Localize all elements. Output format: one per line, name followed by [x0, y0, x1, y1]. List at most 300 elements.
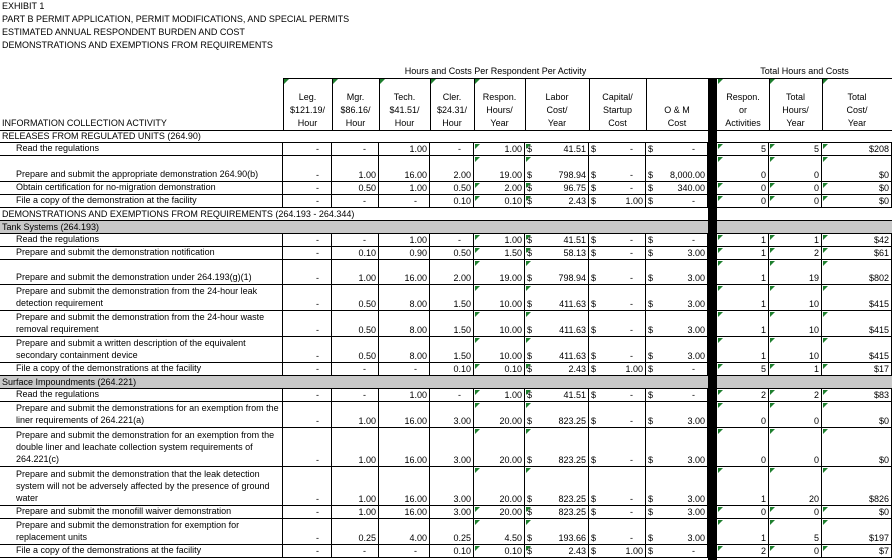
value-cell: [769, 143, 822, 155]
cell-value: 823.25: [558, 455, 586, 465]
value-cell: [430, 247, 474, 259]
cell-value: 1.00: [358, 170, 376, 180]
cell-value: 0.50: [453, 183, 471, 193]
value-cell: [430, 519, 474, 544]
cell-value: 0: [760, 170, 766, 180]
column-header: [474, 91, 525, 130]
value-cell: [474, 337, 525, 362]
value-cell: [822, 195, 892, 207]
column-header-line: $121.19/: [289, 105, 326, 115]
cell-value: -: [363, 546, 366, 556]
value-cell: [717, 545, 769, 557]
currency-sign: $: [591, 416, 597, 426]
value-cell: [717, 143, 769, 155]
cell-value: $0: [878, 196, 889, 206]
comment-marker: [718, 312, 723, 317]
currency-sign: $: [527, 533, 533, 543]
cell-value: $0: [878, 416, 889, 426]
comment-marker: [718, 390, 723, 395]
comment-marker: [475, 235, 480, 240]
value-cell: [717, 467, 769, 505]
cell-value: 2.00: [453, 273, 471, 283]
comment-marker: [718, 468, 723, 473]
cell-value: 16.00: [404, 455, 427, 465]
comment-marker: [770, 196, 775, 201]
cell-value: 58.13: [563, 248, 586, 258]
currency-sign: $: [591, 248, 597, 258]
cell-value: -: [630, 273, 633, 283]
value-cell: [332, 337, 379, 362]
comment-marker: [770, 403, 775, 408]
value-cell: [646, 467, 708, 505]
currency-sign: $: [591, 494, 597, 504]
cell-value: 0.10: [504, 196, 522, 206]
column-header-line: Cost/: [546, 105, 568, 115]
table-row: [0, 545, 892, 558]
cell-value: 3.00: [687, 416, 705, 426]
value-cell: [283, 247, 332, 259]
comment-marker: [770, 312, 775, 317]
comment-marker: [770, 429, 775, 434]
cell-value: -: [630, 299, 633, 309]
cell-value: -: [363, 196, 366, 206]
activity-label: Prepare and submit the appropriate demonstration 264.90(b): [0, 156, 283, 181]
currency-sign: $: [527, 299, 533, 309]
comment-marker: [526, 286, 531, 291]
value-cell: [525, 337, 589, 362]
column-header-line: Startup: [602, 105, 633, 115]
value-cell: [822, 337, 892, 362]
activity-label: Prepare and submit the demonstration from the 24-hour waste removal requirement: [0, 311, 283, 336]
value-cell: [474, 519, 525, 544]
cell-value: -: [630, 235, 633, 245]
comment-marker: [823, 338, 828, 343]
value-cell: [646, 285, 708, 310]
cell-value: 193.66: [558, 533, 586, 543]
cell-value: 2: [813, 390, 819, 400]
value-cell: [474, 234, 525, 246]
cell-value: 4.00: [409, 533, 427, 543]
comment-marker: [526, 338, 531, 343]
comment-marker: [823, 546, 828, 551]
value-cell: [717, 519, 769, 544]
comment-marker: [823, 507, 828, 512]
comment-marker: [475, 196, 480, 201]
cell-value: 16.00: [404, 416, 427, 426]
cell-value: 0.50: [358, 325, 376, 335]
value-cell: [283, 285, 332, 310]
value-cell: [379, 156, 430, 181]
value-cell: [474, 260, 525, 284]
cell-value: 2.43: [568, 196, 586, 206]
value-cell: [822, 182, 892, 194]
cell-value: 19: [808, 273, 819, 283]
cell-value: -: [316, 170, 319, 180]
currency-sign: $: [591, 196, 597, 206]
table-row: [0, 311, 892, 337]
cell-value: 41.51: [563, 144, 586, 154]
cell-value: 0.10: [453, 546, 471, 556]
cell-value: 8.00: [409, 325, 427, 335]
value-cell: [430, 467, 474, 505]
cell-value: 8.00: [409, 351, 427, 361]
cell-value: -: [316, 507, 319, 517]
comment-marker: [475, 79, 480, 84]
cell-value: $208: [868, 144, 889, 154]
cell-value: $83: [873, 390, 889, 400]
column-header-line: Mgr.: [346, 92, 365, 102]
value-cell: [332, 156, 379, 181]
value-cell: [589, 260, 646, 284]
comment-marker: [475, 390, 480, 395]
currency-sign: $: [591, 507, 597, 517]
table-row: [0, 143, 892, 156]
column-header-line: Tech.: [393, 92, 416, 102]
currency-sign: $: [591, 144, 597, 154]
value-cell: [474, 467, 525, 505]
cell-value: 1.00: [358, 507, 376, 517]
value-cell: [589, 143, 646, 155]
comment-marker: [823, 157, 828, 162]
value-cell: [717, 234, 769, 246]
cell-value: 0: [813, 183, 819, 193]
comment-marker: [718, 196, 723, 201]
activity-label: Read the regulations: [0, 389, 283, 401]
currency-sign: $: [527, 416, 533, 426]
column-header-line: Cost/: [846, 105, 868, 115]
cell-value: -: [316, 273, 319, 283]
activity-label: Prepare and submit the demonstrations for an exemption from the liner requirements of 264.221(a): [0, 402, 283, 427]
comment-marker: [770, 79, 775, 84]
table-row: [0, 467, 892, 506]
value-cell: [589, 285, 646, 310]
column-header-line: [646, 91, 708, 104]
cell-value: 5: [760, 364, 766, 374]
value-cell: [525, 402, 589, 427]
currency-sign: $: [527, 235, 533, 245]
value-cell: [283, 182, 332, 194]
cell-value: -: [692, 235, 695, 245]
column-header-line: Cost: [667, 118, 687, 128]
activity-label: File a copy of the demonstrations at the facility: [0, 545, 283, 557]
cell-value: 3.00: [687, 325, 705, 335]
activity-label: Prepare and submit the demonstration from the 24-hour leak detection requirement: [0, 285, 283, 310]
value-cell: [332, 285, 379, 310]
cell-value: 0: [760, 455, 766, 465]
value-cell: [430, 260, 474, 284]
value-cell: [525, 234, 589, 246]
value-cell: [822, 156, 892, 181]
value-cell: [822, 143, 892, 155]
currency-sign: $: [527, 546, 533, 556]
value-cell: [332, 247, 379, 259]
cell-value: 10.00: [499, 325, 522, 335]
section-title: DEMONSTRATIONS AND EXEMPTIONS FROM REQUIREMENTS: [2, 40, 273, 50]
comment-marker: [526, 312, 531, 317]
comment-marker: [718, 286, 723, 291]
value-cell: [769, 260, 822, 284]
cell-value: 0.10: [453, 364, 471, 374]
value-cell: [430, 337, 474, 362]
comment-marker: [475, 144, 480, 149]
value-cell: [283, 156, 332, 181]
comment-marker: [718, 364, 723, 369]
cell-value: 1: [760, 248, 766, 258]
value-cell: [646, 389, 708, 401]
cell-value: -: [692, 390, 695, 400]
currency-sign: $: [648, 144, 654, 154]
value-cell: [589, 363, 646, 375]
value-cell: [646, 428, 708, 466]
value-cell: [822, 467, 892, 505]
value-cell: [525, 143, 589, 155]
comment-marker: [770, 183, 775, 188]
table-row: [0, 402, 892, 428]
cell-value: -: [458, 390, 461, 400]
cell-value: -: [316, 533, 319, 543]
cell-value: -: [316, 144, 319, 154]
comment-marker: [823, 235, 828, 240]
value-cell: [822, 311, 892, 336]
comment-marker: [718, 403, 723, 408]
value-cell: [525, 506, 589, 518]
value-cell: [379, 195, 430, 207]
cell-value: $415: [868, 299, 889, 309]
cell-value: 10: [808, 325, 819, 335]
value-cell: [822, 519, 892, 544]
comment-marker: [526, 235, 531, 240]
cell-value: 16.00: [404, 273, 427, 283]
header-divider: [589, 79, 590, 130]
currency-sign: $: [591, 183, 597, 193]
value-cell: [769, 519, 822, 544]
column-header-line: Year: [847, 118, 867, 128]
cell-value: -: [692, 364, 695, 374]
value-cell: [379, 363, 430, 375]
value-cell: [332, 363, 379, 375]
cell-value: 96.75: [563, 183, 586, 193]
value-cell: [525, 182, 589, 194]
currency-sign: $: [648, 390, 654, 400]
cell-value: -: [630, 144, 633, 154]
value-cell: [589, 234, 646, 246]
value-cell: [646, 506, 708, 518]
part-title: PART B PERMIT APPLICATION, PERMIT MODIFICATIONS, AND SPECIAL PERMITS: [2, 14, 350, 24]
comment-marker: [823, 312, 828, 317]
table-row: [0, 247, 892, 260]
cell-value: 3.00: [687, 533, 705, 543]
currency-sign: $: [648, 170, 654, 180]
value-cell: [332, 234, 379, 246]
value-cell: [283, 143, 332, 155]
value-cell: [332, 260, 379, 284]
activity-label: Prepare and submit the demonstration notification: [0, 247, 283, 259]
table-row: [0, 428, 892, 467]
comment-marker: [475, 183, 480, 188]
value-cell: [646, 234, 708, 246]
value-cell: [283, 506, 332, 518]
cell-value: 1.00: [409, 390, 427, 400]
cell-value: 2.43: [568, 546, 586, 556]
value-cell: [430, 402, 474, 427]
value-cell: [646, 363, 708, 375]
currency-sign: $: [648, 196, 654, 206]
comment-marker: [475, 364, 480, 369]
cell-value: 0.50: [453, 248, 471, 258]
value-cell: [379, 428, 430, 466]
column-header-line: $41.51/: [389, 105, 420, 115]
value-cell: [430, 389, 474, 401]
activity-label: Prepare and submit the demonstration for an exemption from the double liner and leachate collection system requirements of 264.221(c): [0, 428, 283, 466]
comment-marker: [770, 390, 775, 395]
cell-value: -: [692, 144, 695, 154]
activity-column-header: INFORMATION COLLECTION ACTIVITY: [2, 118, 167, 128]
cell-value: 0: [760, 196, 766, 206]
value-cell: [646, 182, 708, 194]
value-cell: [769, 467, 822, 505]
cell-value: -: [630, 455, 633, 465]
value-cell: [474, 156, 525, 181]
value-cell: [769, 506, 822, 518]
comment-marker: [718, 79, 723, 84]
value-cell: [525, 311, 589, 336]
cell-value: 5: [813, 533, 819, 543]
activity-label: Prepare and submit the demonstration that the leak detection system will not be adversely affected by the presence of ground water: [0, 467, 283, 505]
cell-value: 19.00: [499, 273, 522, 283]
cell-value: -: [414, 364, 417, 374]
cell-value: $415: [868, 325, 889, 335]
cell-value: -: [316, 455, 319, 465]
value-cell: [283, 402, 332, 427]
comment-marker: [718, 429, 723, 434]
comment-marker: [718, 157, 723, 162]
comment-marker: [526, 144, 531, 149]
cell-value: 1: [760, 235, 766, 245]
subsection-row: [0, 221, 892, 234]
value-cell: [283, 311, 332, 336]
currency-sign: $: [527, 351, 533, 361]
cell-value: 5: [813, 144, 819, 154]
cell-value: 8.00: [409, 299, 427, 309]
value-cell: [379, 389, 430, 401]
value-cell: [474, 389, 525, 401]
currency-sign: $: [591, 235, 597, 245]
activity-label: Prepare and submit the demonstration for exemption for replacement units: [0, 519, 283, 544]
cell-value: 1: [760, 325, 766, 335]
comment-marker: [475, 429, 480, 434]
value-cell: [332, 545, 379, 557]
cell-value: -: [630, 416, 633, 426]
value-cell: [430, 285, 474, 310]
activity-label: File a copy of the demonstration at the facility: [0, 195, 283, 207]
comment-marker: [823, 248, 828, 253]
comment-marker: [823, 520, 828, 525]
value-cell: [822, 234, 892, 246]
currency-sign: $: [648, 325, 654, 335]
cell-value: $415: [868, 351, 889, 361]
currency-sign: $: [527, 248, 533, 258]
column-header-line: Hour: [345, 118, 366, 128]
cell-value: 2: [813, 248, 819, 258]
header-divider: [646, 79, 647, 130]
column-header-line: $24.31/: [436, 105, 468, 115]
cell-value: $7: [878, 546, 889, 556]
value-cell: [332, 467, 379, 505]
cell-value: 823.25: [558, 507, 586, 517]
value-cell: [379, 402, 430, 427]
currency-sign: $: [527, 494, 533, 504]
header-divider: [474, 79, 475, 130]
cell-value: 2.00: [453, 170, 471, 180]
cell-value: 0: [760, 416, 766, 426]
comment-marker: [475, 157, 480, 162]
comment-marker: [526, 468, 531, 473]
value-cell: [646, 311, 708, 336]
value-cell: [283, 519, 332, 544]
comment-marker: [526, 507, 531, 512]
table-row: [0, 285, 892, 311]
column-header-line: Labor: [545, 92, 569, 102]
currency-sign: $: [527, 364, 533, 374]
cell-value: -: [363, 364, 366, 374]
value-cell: [332, 311, 379, 336]
cell-value: 41.51: [563, 235, 586, 245]
cell-value: -: [316, 351, 319, 361]
comment-marker: [526, 546, 531, 551]
value-cell: [283, 467, 332, 505]
cell-value: 8,000.00: [669, 170, 705, 180]
table-row: [0, 363, 892, 376]
value-cell: [769, 363, 822, 375]
column-header-line: Leg.: [298, 92, 317, 102]
comment-marker: [284, 79, 289, 84]
comment-marker: [526, 520, 531, 525]
cell-value: 2: [760, 546, 766, 556]
cell-value: 1.00: [358, 455, 376, 465]
comment-marker: [475, 312, 480, 317]
cell-value: 1.50: [453, 351, 471, 361]
value-cell: [430, 234, 474, 246]
comment-marker: [475, 468, 480, 473]
cell-value: -: [692, 196, 695, 206]
value-cell: [822, 506, 892, 518]
value-cell: [474, 311, 525, 336]
value-cell: [332, 519, 379, 544]
comment-marker: [770, 364, 775, 369]
cell-value: 41.51: [563, 390, 586, 400]
value-cell: [769, 195, 822, 207]
per-respondent-header: Hours and Costs Per Respondent Per Activity: [404, 66, 587, 76]
cell-value: -: [316, 248, 319, 258]
cell-value: 798.94: [558, 170, 586, 180]
value-cell: [525, 260, 589, 284]
value-cell: [646, 519, 708, 544]
cell-value: 1.50: [504, 248, 522, 258]
cell-value: -: [630, 390, 633, 400]
value-cell: [822, 545, 892, 557]
currency-sign: $: [591, 390, 597, 400]
column-header-line: Hour: [297, 118, 318, 128]
table-row: [0, 506, 892, 519]
cell-value: $42: [873, 235, 889, 245]
cell-value: 411.63: [559, 351, 586, 361]
value-cell: [474, 506, 525, 518]
group-underline: [717, 78, 892, 79]
table-row: [0, 389, 892, 402]
value-cell: [822, 363, 892, 375]
subsection-row: [0, 376, 892, 389]
comment-marker: [718, 520, 723, 525]
